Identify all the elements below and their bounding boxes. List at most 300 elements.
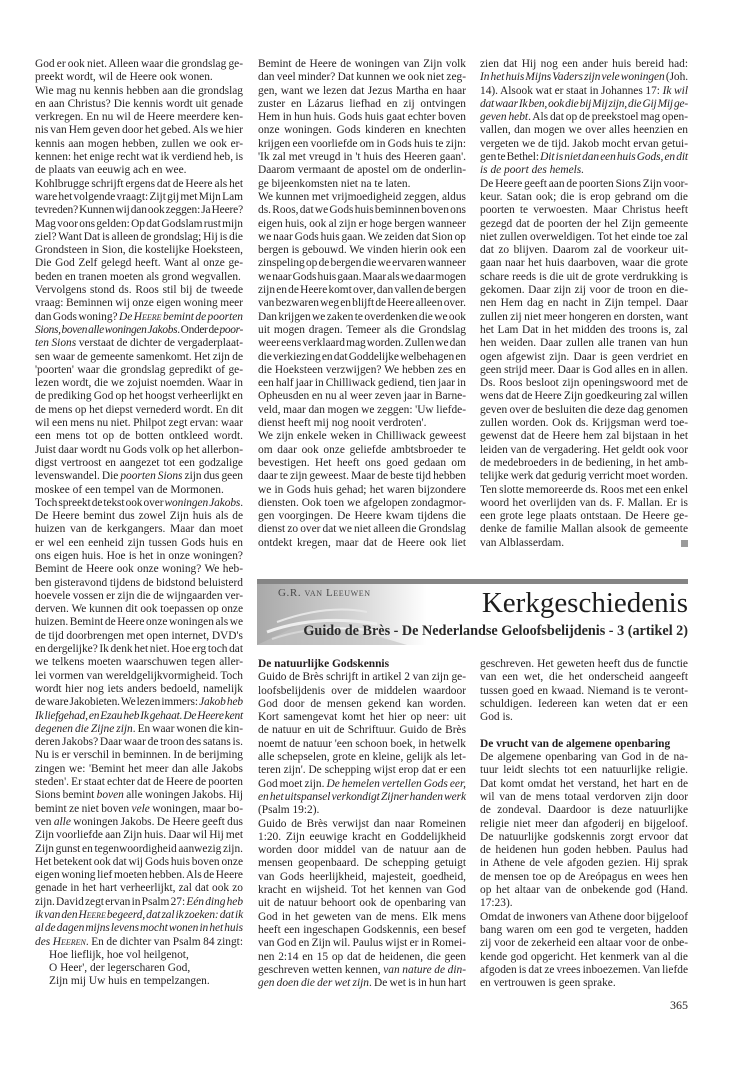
italic-text: poor- xyxy=(219,323,243,336)
text-line xyxy=(480,71,688,84)
text-line xyxy=(35,337,243,350)
text: zijn en de Heere komt over, dan vallen de bergen xyxy=(258,284,466,297)
column-1-article-continuation xyxy=(35,58,243,989)
text-line xyxy=(258,523,466,536)
text-line xyxy=(480,764,688,777)
text-line xyxy=(258,324,466,337)
text-line xyxy=(258,98,466,111)
text: keur. Satan ook; die is erop gebrand om die xyxy=(480,190,688,203)
text-line xyxy=(35,856,243,869)
text-line xyxy=(480,897,688,910)
text: geschreven wetten kennen, xyxy=(258,963,384,976)
text-line xyxy=(258,977,466,990)
text: om daar ook onze geliefde ambtsbroeder te xyxy=(258,443,466,456)
small-caps-text: Heeren xyxy=(52,935,86,948)
text-line xyxy=(35,683,243,696)
text-line xyxy=(258,218,466,231)
text: vallen, dan mogen we over alles heenzien en xyxy=(480,124,688,137)
text-line xyxy=(258,791,466,804)
text: kennen: het enige recht wat ik verdiend heb, is xyxy=(35,151,243,164)
text-line xyxy=(35,736,243,749)
text: we telkens moeten waarschuwen tegen aller- xyxy=(35,656,243,669)
text-line xyxy=(35,311,243,324)
text: Guido de Brès schrijft in artikel 2 van zijn ge- xyxy=(258,671,466,684)
text-line xyxy=(258,297,466,310)
text-line xyxy=(480,470,688,483)
text: de medebroeders in de bediening, in het amb- xyxy=(480,456,688,469)
text: beden en tranen moeten als grond wegvallen. xyxy=(35,270,241,283)
text-line xyxy=(480,98,688,111)
text: 1:20. Zijn eeuwige kracht en Goddelijkheid xyxy=(258,830,466,843)
text-line xyxy=(258,311,466,324)
text: van Gods heerlijkheid, majesteit, goedheid, xyxy=(258,870,466,883)
text: diensten. Ook toen we afgelopen zondagmor- xyxy=(258,496,466,509)
text-line xyxy=(258,457,466,470)
text: gen voorgingen. De Heere kwam tijdens die xyxy=(258,510,466,523)
text-line xyxy=(480,685,688,698)
text: (Psalm 19:2). xyxy=(258,804,320,817)
text-line xyxy=(258,484,466,497)
text: niet zullen overweldigen. Tot het einde toe zal xyxy=(480,230,688,243)
text-line xyxy=(35,882,243,895)
text-line xyxy=(35,803,243,816)
text: wens dat de Heere Zijn goedkeuring zal willen xyxy=(480,390,688,403)
text-line xyxy=(258,351,466,364)
text-line xyxy=(35,85,243,98)
text: noemt de natuur 'een schoon boek, in hetwelk xyxy=(258,737,466,750)
text: hoevele vossen er zijn die de wijngaarden ver- xyxy=(35,589,243,602)
text: . De wet is in hun hart xyxy=(368,977,466,990)
text-line xyxy=(35,510,243,523)
text: van bezwaren weg en blijft de Heere alleen over. xyxy=(258,297,466,310)
text: ware het volgende vraagt: Zijt gij met Mijn Lam xyxy=(35,190,243,203)
text: bergen is gebouwd. We vinden hierin ook een xyxy=(258,244,466,257)
text-line xyxy=(480,404,688,417)
text-line xyxy=(258,178,466,191)
italic-text: dat waar Ik ben, ook die bij Mij zijn, die Gij Mij ge- xyxy=(480,97,688,110)
text: zingen we: 'Bemint het meer dan alle Jakobs xyxy=(35,762,243,775)
text-line xyxy=(35,111,243,124)
text-line xyxy=(480,390,688,403)
section-header-kerkgeschiedenis xyxy=(257,579,688,645)
text: ven xyxy=(35,815,54,828)
verse-line: Zijn mij Uw huis en tempelzangen. xyxy=(49,975,210,988)
italic-text: Jakob heb xyxy=(199,696,243,709)
article-subtitle: Guido de Brès - De Nederlandse Geloofsbelijdenis - 3 (artikel 2) xyxy=(303,623,688,639)
text: ds. Roos, dat we Gods huis beminnen boven ons xyxy=(258,204,466,217)
text-line xyxy=(258,444,466,457)
text-line xyxy=(258,284,466,297)
text-line xyxy=(480,257,688,270)
text: zuster en Lázarus liefhad en zij ontvingen xyxy=(258,97,466,110)
text-line xyxy=(35,789,243,802)
italic-text: alle xyxy=(53,815,71,828)
text-line xyxy=(35,843,243,856)
text: nen Hem dag en nacht in Zijn tempel. Daar xyxy=(480,297,688,310)
italic-text: Ik liefgehad, en Ezau heb Ik gehaat. De Heere kent xyxy=(35,709,243,722)
text: schuldigen. Iedereen kan weten dat er een xyxy=(480,697,688,710)
text-line xyxy=(480,924,688,937)
text: Mag voor ons gelden: Op dat Godslam rust mijn xyxy=(35,217,243,230)
text: zijn. David zegt ervan in Psalm 27: xyxy=(35,895,187,908)
text: gaan naar het huis daarboven, waar die grote xyxy=(480,257,688,270)
text-line xyxy=(480,818,688,831)
text: dan Gods woning? xyxy=(35,310,120,323)
text: We zijn enkele weken in Chilliwack geweest xyxy=(258,430,466,443)
text: ben gisteravond tijdens de bidstond beluisterd xyxy=(35,576,243,589)
text: Dan krijgen we zaken te overdenken die we ook xyxy=(258,310,466,323)
text-line xyxy=(35,191,243,204)
text-line xyxy=(480,297,688,310)
text-line xyxy=(258,510,466,523)
text-line xyxy=(258,85,466,98)
text-line xyxy=(35,577,243,590)
text: denke de familie Mallan alsook de gemeente xyxy=(480,523,688,536)
text-line xyxy=(480,351,688,364)
text: heeft een ingeschapen Godskennis, een besef xyxy=(258,923,466,936)
text: Wie mag nu kennis hebben aan die grondslag xyxy=(35,84,243,97)
text-line xyxy=(480,510,688,523)
text: geven over de besluiten die deze dag genomen xyxy=(480,403,688,416)
text: gewenst dat de Heere hem zal bijstaan in het xyxy=(480,430,688,443)
italic-text: degenen die Zijne zijn xyxy=(35,722,133,735)
text: eigen woning lief moeten hebben. Als de Heere xyxy=(35,869,243,882)
text-line xyxy=(35,749,243,762)
text-line xyxy=(480,871,688,884)
text: Omdat de inwoners van Athene door bijgeloof xyxy=(480,910,688,923)
text: mensen geopenbaard. De schepping getuigt xyxy=(258,857,466,870)
text-line xyxy=(480,778,688,791)
text: krijgen een voorliefde om in Gods huis te zijn: xyxy=(258,137,466,150)
text: Het betekent ook dat wij Gods huis boven onze xyxy=(35,855,243,868)
text-line xyxy=(258,818,466,831)
text: een half jaar in Chilliwack gediend, tien jaar in xyxy=(258,377,466,390)
text-line xyxy=(480,523,688,536)
text-line xyxy=(35,936,243,949)
text: bang waren om een god te vergeten, hadden xyxy=(480,923,688,936)
text-line xyxy=(35,231,243,244)
text: gen, want we lezen dat Jezus Martha en haar xyxy=(258,84,466,97)
text: Toch spreekt de tekst ook over xyxy=(35,496,165,509)
text-line xyxy=(480,151,688,164)
text-line xyxy=(258,111,466,124)
text: nen 2:14 en 15 op dat de heidenen, die geen xyxy=(258,950,466,963)
text: we in Gods huis gehad; het waren bijzondere xyxy=(258,483,466,496)
text-line xyxy=(480,444,688,457)
text: Sions bemint xyxy=(35,789,97,802)
text: Zijn voorliefde aan Zijn huis. Daar wil Hij met xyxy=(35,829,243,842)
text: geen strijd meer. Daar is God alles en in allen. xyxy=(480,363,688,376)
text: deren Jakobs? Daar waar de troon des satans is. xyxy=(35,736,243,749)
text: veld, maar dan mogen we zeggen: 'Uw liefde- xyxy=(258,403,466,416)
text-line xyxy=(258,337,466,350)
text-line xyxy=(35,909,243,922)
text-line xyxy=(35,710,243,723)
text-line xyxy=(258,404,466,417)
text: uit de natuur behoort ook de openbaring van xyxy=(258,897,466,910)
text: op het altaar van de onbekende god (Hand. xyxy=(480,884,688,897)
section-title: Kerkgeschiedenis xyxy=(481,587,688,619)
text: woningen, maar bo- xyxy=(149,802,243,815)
text-line xyxy=(258,844,466,857)
text: wordt hier nog iets anders bedoeld, namelijk xyxy=(35,682,243,695)
text: kennis aan mogen hebben, zullen we ook er- xyxy=(35,137,243,150)
text: alle woningen Jakobs. Hij xyxy=(123,789,244,802)
text: de ware Jakobieten. We lezen immers: xyxy=(35,696,200,709)
text: dat zo blijven. Daarom zal de voorkeur uit- xyxy=(480,244,688,257)
text: huizen van de kerkgangers. Maar dan moet xyxy=(35,523,243,536)
text-line xyxy=(258,271,466,284)
text: de tijd doorbrengen met open internet, DVD's xyxy=(35,629,243,642)
text: Daarom vermaant de apostel om de onderlin- xyxy=(258,164,466,177)
text-line xyxy=(258,417,466,430)
text: bevestigen. Het heeft ons goed gedaan om xyxy=(258,456,466,469)
text-line xyxy=(480,831,688,844)
text: in Athene de vele afgoden gezien. Hij sprak xyxy=(480,857,688,870)
text-line xyxy=(480,751,688,764)
text: . xyxy=(240,496,243,509)
text: het Lam Dat in het midden des troons is, zal xyxy=(480,323,688,336)
text-line xyxy=(35,178,243,191)
text-line xyxy=(480,191,688,204)
text: vraag: Beminnen wij onze eigen woning meer xyxy=(35,297,243,310)
text: van God en Zijn wil. Paulus wijst er in Romei- xyxy=(258,937,466,950)
text: van Alblasserdam. xyxy=(480,536,565,549)
text: 14). Alsook wat er staat in Johannes 17: xyxy=(480,84,663,97)
text-line xyxy=(258,124,466,137)
italic-text: De xyxy=(119,310,134,323)
end-of-article-mark xyxy=(681,540,688,547)
text: . Onder de xyxy=(177,323,220,336)
text-line xyxy=(258,231,466,244)
text: tuur leidt slechts tot een natuurlijke religie. xyxy=(480,764,688,777)
text: dienst zo over dat we niet alleen die Grondslag xyxy=(258,523,466,536)
text-line xyxy=(35,218,243,231)
text: dan veel minder? Dat kunnen we ook niet zeg- xyxy=(258,71,466,84)
text: preekt wordt, wil de Heere ook wonen. xyxy=(35,71,213,84)
text: De Heere bemint dus zowel Zijn huis als de xyxy=(35,510,243,523)
text: digst vertroost en aangezet tot een godzalige xyxy=(35,456,243,469)
text: We kunnen met vrijmoedigheid zeggen, aldus xyxy=(258,190,466,203)
text: we naar Gods huis gaan. Maar als we daar mogen xyxy=(258,270,466,283)
text-line xyxy=(35,71,243,84)
text: Grondsteen in Sion, die kostelijke Hoeksteen, xyxy=(35,244,243,257)
page-number: 365 xyxy=(670,998,688,1012)
text-line xyxy=(35,656,243,669)
italic-text: poorten Sions xyxy=(120,470,183,483)
text: uit mogen dragen. Temeer als die Grondslag xyxy=(258,323,466,336)
text: zien dat Hij nog een ander huis bereid had: xyxy=(480,58,688,70)
text: vergeten we de tijd. Jakob mocht ervan getui- xyxy=(480,137,688,150)
text-line xyxy=(480,804,688,817)
text-line xyxy=(35,124,243,137)
text-line xyxy=(35,616,243,629)
text: zijn dus geen xyxy=(182,470,243,483)
text-line xyxy=(35,244,243,257)
text: gezegd dat de poorten der hel Zijn gemeente xyxy=(480,217,688,230)
text: tevreden? Kunnen wij dan ook zeggen: Ja Heere? xyxy=(35,204,243,217)
text: een grote lege plaats ontstaan. De Heere ge- xyxy=(480,510,688,523)
text: Guido de Brès verwijst dan naar Romeinen xyxy=(258,817,466,830)
text-line xyxy=(35,257,243,270)
text-line xyxy=(258,951,466,964)
text-line xyxy=(480,484,688,497)
text: De Heere geeft aan de poorten Sions Zijn voor- xyxy=(480,177,688,190)
text: de plaats van eeuwig ach en wee. xyxy=(35,164,187,177)
text-line xyxy=(258,244,466,257)
text: telijke werk dat gedurig verricht moet worden. xyxy=(480,470,688,483)
italic-text: vele xyxy=(131,802,150,815)
text-line xyxy=(480,244,688,257)
text-line xyxy=(480,204,688,217)
text-line xyxy=(480,218,688,231)
text-line xyxy=(35,138,243,151)
text: Bemint de Heere ook onze woning? We heb- xyxy=(35,563,243,576)
text-line xyxy=(480,791,688,804)
text-line xyxy=(35,523,243,536)
italic-text: In het huis Mijns Vaders zijn vele woningen xyxy=(480,71,665,84)
text-line xyxy=(35,444,243,457)
text-line xyxy=(258,911,466,924)
text: God is. xyxy=(480,711,513,724)
text-line xyxy=(480,457,688,470)
text: van een wet, die het onderscheid aangeeft xyxy=(480,671,688,684)
text: verkregen. En nu wil de Heere meerdere ken- xyxy=(35,111,243,124)
verse-line: Hoe lieflijk, hoe vol heilgenot, xyxy=(49,948,189,961)
text: de mens op het diepst vernederd wordt. En dit xyxy=(35,403,243,416)
subheading: De natuurlijke Godskennis xyxy=(258,658,390,670)
text-line xyxy=(480,284,688,297)
text: ogen afgewist zijn. Daar is geen verdriet en xyxy=(480,350,688,363)
text-line xyxy=(35,457,243,470)
author-name: G.R. van Leeuwen xyxy=(278,587,371,599)
text: Dat komt omdat het verstand, het hart en de xyxy=(480,777,688,790)
text: derven. We kunnen dit ook toepassen op onze xyxy=(35,603,243,616)
text-line xyxy=(258,470,466,483)
text-line xyxy=(258,497,466,510)
text: moskee of een tempel van de Mormonen. xyxy=(35,483,224,496)
text-line xyxy=(35,377,243,390)
text-line xyxy=(480,911,688,924)
text: God door de mensen gekend kan worden. xyxy=(258,697,466,710)
text-line xyxy=(35,696,243,709)
text: onze woningen. Gods kinderen en knechten xyxy=(258,124,466,137)
text: verstaat de dichter de vergaderplaat- xyxy=(76,337,243,350)
text: de zondeval. Daardoor is deze natuurlijke xyxy=(480,804,688,817)
text: zij voor de zekerheid een altaar voor de onbe- xyxy=(480,937,688,950)
text-line xyxy=(35,590,243,603)
text: 'Ik zal met vreugd in 't huis des Heeren gaan'. xyxy=(258,151,466,164)
italic-text: is de poort des hemels. xyxy=(480,164,585,177)
text-line xyxy=(480,178,688,191)
text-line xyxy=(480,337,688,350)
text: loofsbelijdenis over de middelen waardoor xyxy=(258,684,466,697)
text: God er ook niet. Alleen waar die grondslag ge- xyxy=(35,58,243,70)
text-line xyxy=(480,977,688,990)
text-line xyxy=(35,896,243,909)
text-line xyxy=(258,151,466,164)
column-3-kerkgeschiedenis xyxy=(480,658,688,990)
italic-text: Eén ding heb xyxy=(186,895,243,908)
text-line xyxy=(480,497,688,510)
text-line xyxy=(35,484,243,497)
text-line xyxy=(258,164,466,177)
text: sen waar de gemeente samenkomt. Het zijn de xyxy=(35,350,243,363)
italic-text: ik van den xyxy=(35,909,79,921)
text: kende god opgericht. Het kenmerk van al die xyxy=(480,950,688,963)
italic-text: boven xyxy=(96,789,124,802)
text: Opheusden en nu al weer zeven jaar in Barne- xyxy=(258,390,466,403)
text: 'poorten' waar die grondslag gepredikt of ge- xyxy=(35,363,243,376)
text-line xyxy=(35,204,243,217)
text-line xyxy=(480,271,688,284)
text-line xyxy=(35,723,243,736)
text-line xyxy=(258,671,466,684)
text: . Als dat op de preekstoel mag open- xyxy=(528,111,688,124)
text: leiden van de vergadering. Het geldt ook voor xyxy=(480,443,688,456)
text: woningen Jakobs. De Heere geeft dus xyxy=(70,815,243,828)
italic-text: geven hebt xyxy=(480,111,529,124)
text-line xyxy=(35,390,243,403)
spacer xyxy=(480,724,688,737)
text: ontdekt kregen, maar dat de Heere ook liet xyxy=(258,536,466,549)
text-line xyxy=(258,430,466,443)
text: levenswandel. Die xyxy=(35,470,121,483)
italic-text: De hemelen vertellen Gods eer, xyxy=(326,777,466,790)
text: de heidenen hun goden hebben. Paulus had xyxy=(480,844,688,857)
text: we naar Gods huis gaan. We zeiden dat Sion op xyxy=(258,230,466,243)
verse-line: O Heer', der legerscharen God, xyxy=(49,962,191,975)
text: zullen worden. Ook ds. Krijgsman werd toe- xyxy=(480,417,688,430)
text: teren zijn'. De schepping wijst erop dat er een xyxy=(258,764,466,777)
text-line xyxy=(480,698,688,711)
text-line xyxy=(480,417,688,430)
text: tussen goed en kwaad. Niemand is te veront- xyxy=(480,684,688,697)
text: weer eens verklaard mag worden. Zullen we dan xyxy=(258,337,466,350)
italic-text: begeerd, dat zal ik zoeken: dat ik xyxy=(105,909,244,921)
text: een mens tot op de botten ontkleed wordt. xyxy=(35,430,243,443)
text: lezen wordt, die we zojuist noemden. Waar in xyxy=(35,377,243,390)
text-line xyxy=(258,964,466,977)
text-line xyxy=(480,124,688,137)
text-line xyxy=(258,537,466,550)
italic-text: woningen Jakobs xyxy=(164,496,241,509)
text-line xyxy=(258,58,466,71)
text-line xyxy=(258,138,466,151)
column-2-article-continuation xyxy=(258,58,466,550)
text-line xyxy=(480,364,688,377)
text-line xyxy=(35,98,243,111)
text-line xyxy=(35,550,243,563)
text: Hem in hun huis. Gods huis gaat echter boven xyxy=(258,111,466,124)
text-line xyxy=(35,829,243,842)
italic-text: en het uitspansel verkondigt Zijner handen werk xyxy=(258,790,466,803)
text-line xyxy=(480,937,688,950)
text: Die God Zelf gelegd heeft. Want al onze ge- xyxy=(35,257,243,270)
text: genade in het hart verheerlijkt, zal dat ook zo xyxy=(35,882,243,895)
text: worden door middel van de natuur aan de xyxy=(258,844,466,857)
text-line xyxy=(258,831,466,844)
text: De natuurlijke godskennis zorgt ervoor dat xyxy=(480,830,688,843)
text-line xyxy=(35,776,243,789)
text-line xyxy=(35,816,243,829)
italic-text: van nature de din- xyxy=(383,963,466,976)
text-line xyxy=(480,231,688,244)
text-line xyxy=(35,151,243,164)
italic-text: Ik wil xyxy=(662,84,688,97)
text-line xyxy=(258,937,466,950)
text-line xyxy=(258,804,466,817)
